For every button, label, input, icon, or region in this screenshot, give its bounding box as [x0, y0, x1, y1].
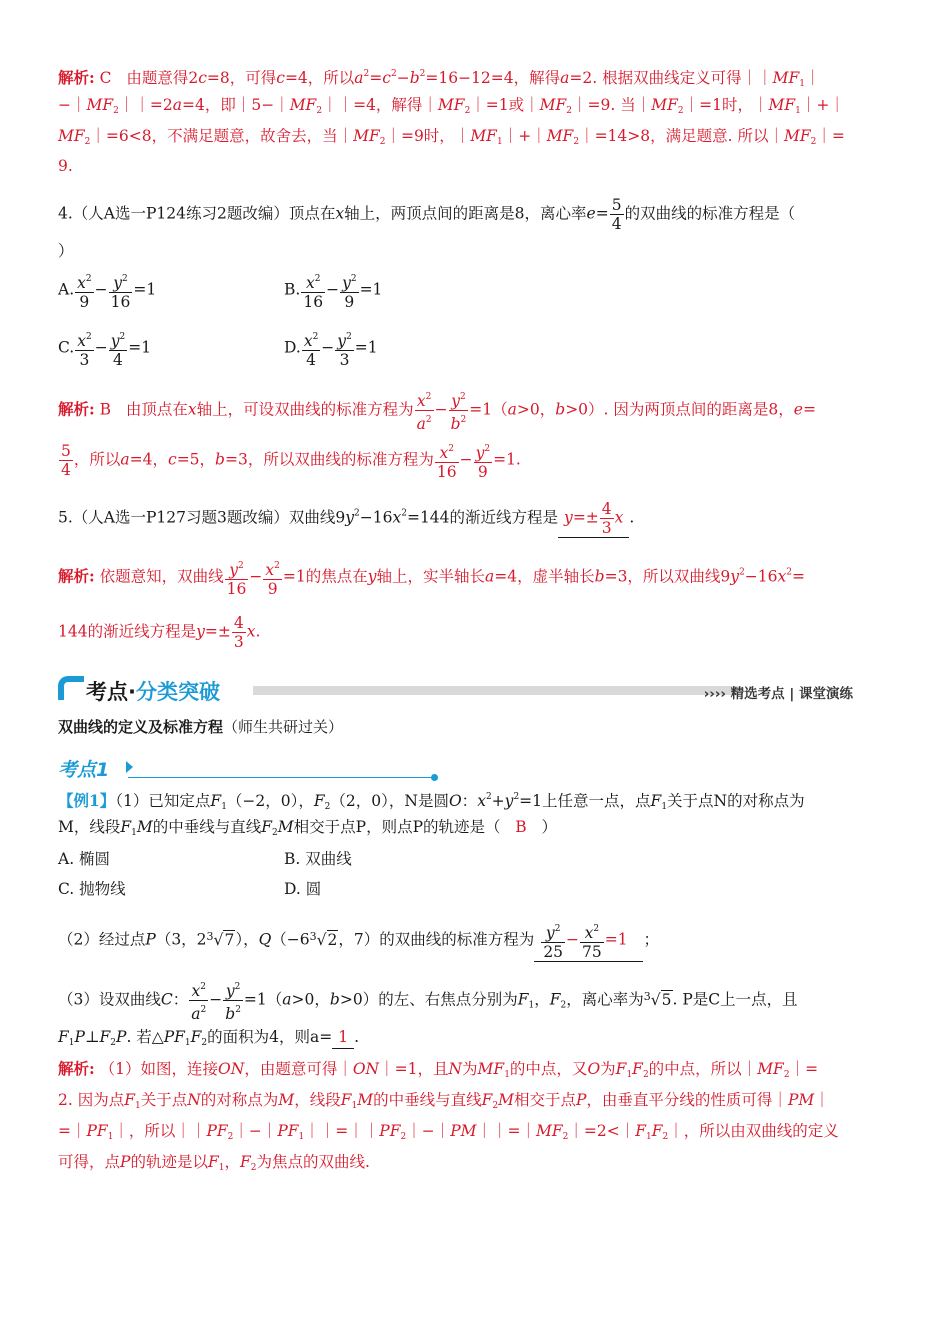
q5-source: （人A选一P127习题3题改编） — [72, 508, 289, 527]
solution-label: 解析: — [58, 68, 95, 87]
q3-solution-line1: 解析: C 由题意得2c=8，可得c=4，所以$a^2=c^2-b^2=16-12=4$，解得a=2. 根据双曲线定义可得$||MF_1|$ — [58, 68, 821, 89]
kaodian-arrow-icon — [126, 761, 133, 773]
ex1-option-d[interactable]: D. 圆 — [284, 880, 322, 898]
ex1-solution-line3: $=|PF_1|$，所以$||PF_2|-|PF_1||=||PF_2|-|PM||=|MF_2|=2<|F_1F_2|$，所以由双曲线的定义 — [58, 1122, 839, 1142]
banner-title: 考点·分类突破 — [86, 680, 220, 704]
q5-stem: 5.（人A选一P127习题3题改编）双曲线$9y^2-16x^2=144$的渐近线方程是 y=± $\frac{4}{3}$ x . — [58, 500, 635, 537]
q5-solution-line1: 解析: 依题意知，双曲线 $\frac{y^2}{16}$ − $\frac{x^2}{9}$ =1的焦点在y轴上，实半轴长a=4，虚半轴长b=3，所以双曲线$9y^2-16x^2=$ — [58, 557, 805, 598]
q4-option-d[interactable]: D. $\frac{x^2}{4}$ − $\frac{y^2}{3}$ =1 — [284, 328, 378, 369]
ex1-part1-line2: M，线段$F_1M$的中垂线与直线$F_2M$相交于点P，则点P的轨迹是（ B ） — [58, 818, 557, 838]
ex1-part3-answer-blank[interactable]: 1 — [332, 1026, 354, 1049]
q4-source: （人A选一P124练习2题改编） — [72, 204, 289, 223]
q4-solution-line2: $\frac{5}{4}$ ，所以a=4，c=5，b=3，所以双曲线的标准方程为 $\frac{x^2}{16}$ − $\frac{y^2}{9}$ =1. — [61, 442, 521, 481]
q5-answer-blank[interactable]: y=± $\frac{4}{3}$ x — [558, 500, 629, 538]
q3-solution-line2: $-|MF_2||=2a=4$，即$|5-|MF_2||=4$，解得$|MF_2|=1$或$|MF_2|=9$. 当$|MF_2|=1$时，$|MF_1|+|$ — [58, 96, 845, 116]
q3-solution-line4: 9. — [58, 157, 73, 175]
ex1-solution-line2: 2. 因为点$F_1$关于点N的对称点为M，线段$F_1M$的中垂线与直线$F_2M$相交于点P，由垂直平分线的性质可得｜PM｜ — [58, 1091, 830, 1111]
q4-stem-end: ） — [58, 242, 74, 260]
ex1-part2: （2）经过点P（3，$2^3√7$），$Q(-6^3√2$，7）的双曲线的标准方程为 $\frac{y^2}{25}$ − $\frac{x^2}{75}$ =1 ； — [58, 920, 659, 962]
ex1-part3-line1: （3）设双曲线C： $\frac{x^2}{a^2}$ − $\frac{y^2}{b^2}$ =1（a>0，b>0）的左、右焦点分别为$F_1$，$F_2$，离心率为$^3$√5. P是C上一点，且 — [58, 978, 798, 1023]
ex1-solution-line1: 解析: （1）如图，连接ON，由题意可得｜ON｜=1，且N为$MF_1$的中点，又O为$F_1F_2$的中点，所以$|MF_2|=$ — [58, 1059, 819, 1080]
ex1-answer: B — [515, 818, 527, 836]
q5-solution-line2: 144的渐近线方程是y=± $\frac{4}{3}$ x. — [58, 614, 261, 651]
q4-option-b[interactable]: B. $\frac{x^2}{16}$ − $\frac{y^2}{9}$ =1 — [284, 270, 382, 311]
q4-answer: B — [99, 400, 112, 419]
q4-stem: 4.（人A选一P124练习2题改编）顶点在x轴上，两顶点间的距离是8，离心率e= $\frac{5}{4}$ 的双曲线的标准方程是（ — [58, 196, 796, 233]
ex1-solution-line4: 可得，点P的轨迹是以$F_1$，$F_2$为焦点的双曲线. — [58, 1153, 370, 1173]
q3-solution-line3: $MF_2|=6<8$，不满足题意，故舍去，当$|MF_2|=9$时，$|MF_1|+|MF_2|=14>8$，满足题意. 所以$|MF_2|=$ — [58, 127, 845, 147]
banner-corner-icon — [58, 676, 84, 700]
q3-answer: C — [99, 69, 112, 87]
ex1-part3-line2: $F_1P\perp F_2P$. 若$\triangle PF_1F_2$的面积为4，则a= 1 . — [58, 1028, 360, 1048]
banner-right: ›››› 精选考点 | 课堂演练 — [703, 686, 853, 702]
example-label: 【例1】 — [58, 791, 116, 810]
ex1-option-b[interactable]: B. 双曲线 — [284, 850, 352, 868]
ex1-option-c[interactable]: C. 抛物线 — [58, 880, 126, 898]
section-title: 双曲线的定义及标准方程（师生共研过关） — [58, 718, 344, 736]
q4-solution-line1: 解析: B 由顶点在x轴上，可设双曲线的标准方程为 $\frac{x^2}{a^2}$ − $\frac{y^2}{b^2}$ =1（a>0，b>0）. 因为两顶点间的距离是8，e= — [58, 388, 816, 433]
banner-bar — [253, 686, 738, 695]
ex1-option-a[interactable]: A. 椭圆 — [58, 850, 111, 868]
section-banner — [58, 674, 893, 708]
ex1-part1-line1: 【例1】（1）已知定点$F_1(-2$，0），$F_2(2$，0），N是圆O：$x^2+y^2=1$上任意一点，点$F_1$关于点N的对称点为 — [58, 791, 805, 812]
q4-option-a[interactable]: A. $\frac{x^2}{9}$ − $\frac{y^2}{16}$ =1 — [58, 270, 156, 311]
q4-option-c[interactable]: C. $\frac{x^2}{3}$ − $\frac{y^2}{4}$ =1 — [58, 328, 151, 369]
ex1-part2-answer-blank[interactable]: $\frac{y^2}{25}$ − $\frac{x^2}{75}$ =1 — [534, 920, 643, 962]
kaodian-tag: 考点1 — [58, 755, 438, 785]
